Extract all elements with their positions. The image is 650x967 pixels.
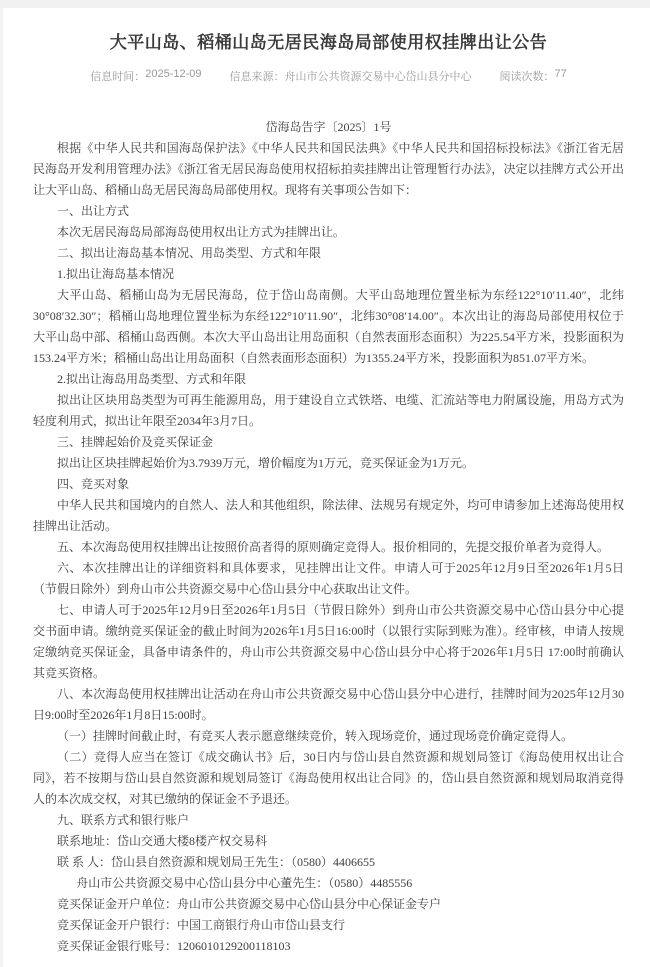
meta-time-label: 信息时间： xyxy=(90,71,146,83)
document-paragraph: 二、拟出让海岛基本情况、用岛类型、方式和年限 xyxy=(57,246,322,260)
document-paragraph: （二）竞得人应当在签订《成交确认书》后，30日内与岱山县自然资源和规划局签订《海岛使用权出让合同》，若不按期与岱山县自然资源和规划局签订《海岛使用权出让合同》的，岱山县自然资源和规划局取消竞得人的本次成交权，对其已缴纳的保证金不予退还。 xyxy=(33,750,624,806)
document-paragraph: 八、本次海岛使用权挂牌出让活动在舟山市公共资源交易中心岱山县分中心进行，挂牌时间为2025年12月30日9:00时至2026年1月8日15:00时。 xyxy=(33,687,624,722)
page-title: 大平山岛、稻桶山岛无居民海岛局部使用权挂牌出让公告 xyxy=(109,33,548,52)
announcement-page xyxy=(0,8,650,967)
meta-source-value: 舟山市公共资源交易中心岱山县分中心 xyxy=(284,71,472,83)
document-paragraph: 九、联系方式和银行账户 xyxy=(57,813,190,827)
meta-views xyxy=(500,68,567,84)
meta-bar xyxy=(33,68,624,84)
document-paragraph: 中华人民共和国境内的自然人、法人和其他组织，除法律、法规另有规定外，均可申请参加上述海岛使用权挂牌出让活动。 xyxy=(33,498,624,533)
meta-views-label: 阅读次数： xyxy=(499,71,555,83)
document-paragraph: 拟出让区块挂牌起始价为3.7939万元，增价幅度为1万元，竞买保证金为1万元。 xyxy=(57,456,475,470)
document-paragraph: 三、挂牌起始价及竞买保证金 xyxy=(57,435,214,449)
meta-views-value: 77 xyxy=(554,68,567,80)
document-paragraph: 舟山市公共资源交易中心岱山县分中心董先生：（0580）4485556 xyxy=(76,876,413,890)
document-paragraph: 联系地址：岱山交通大楼8楼产权交易科 xyxy=(57,834,268,848)
document-body xyxy=(33,138,624,957)
document-paragraph: 本次无居民海岛局部海岛使用权出让方式为挂牌出让。 xyxy=(57,225,346,239)
document-number: 岱海岛告字〔2025〕1号 xyxy=(265,120,392,134)
document-paragraph: 五、本次海岛使用权挂牌出让按照价高者得的原则确定竞得人。报价相同的，先提交报价单者为竞得人。 xyxy=(57,540,610,554)
document-paragraph: 竞买保证金银行账号：1206010129200118103 xyxy=(57,939,291,953)
document-paragraph: 六、本次挂牌出让的详细资料和具体要求，见挂牌出让文件。申请人可于2025年12月9日至2026年1月5日（节假日除外）到舟山市公共资源交易中心岱山县分中心获取出让文件。 xyxy=(33,561,624,596)
document-paragraph: 四、竞买对象 xyxy=(57,477,130,491)
document-paragraph: 竞买保证金开户银行：中国工商银行舟山市岱山县支行 xyxy=(57,918,346,932)
document-paragraph: 根据《中华人民共和国海岛保护法》《中华人民共和国民法典》《中华人民共和国招标投标法》《浙江省无居民海岛开发利用管理办法》《浙江省无居民海岛使用权招标拍卖挂牌出让管理暂行办法》，决定以挂牌方式公开出让大平山岛、稻桶山岛无居民海岛局部使用权。现将有关事项公告如下： xyxy=(33,141,624,197)
document-paragraph: 1.拟出让海岛基本情况 xyxy=(57,267,175,281)
document-paragraph: 一、出让方式 xyxy=(57,204,130,218)
meta-time xyxy=(90,68,201,84)
document-paragraph: 大平山岛、稻桶山岛为无居民海岛，位于岱山岛南侧。大平山岛地理位置坐标为东经122°10′11.40″，北纬30°08′32.30″；稻桶山岛地理位置坐标为东经122°10′11.90″，北纬30°08′14.00″。本次出让的海岛局部使用权位于大平山岛中部、稻桶山岛西侧。本次大平山岛出让用岛面积（自然表面形态面积）为225.54平方米，投影面积为153.24平方米；稻桶山岛出让用岛面积（自然表面形态面积）为1355.24平方米，投影面积为851.07平方米。 xyxy=(33,288,624,365)
meta-source-label: 信息来源： xyxy=(229,71,285,83)
document-paragraph: 2.拟出让海岛用岛类型、方式和年限 xyxy=(57,372,247,386)
document-paragraph: （一）挂牌时间截止时，有竞买人表示愿意继续竞价，转入现场竞价，通过现场竞价确定竞得人。 xyxy=(57,729,574,743)
document-paragraph: 拟出让区块用岛类型为可再生能源用岛，用于建设自立式铁塔、电缆、汇流站等电力附属设施，用岛方式为轻度利用式，拟出让年限至2034年3月7日。 xyxy=(33,393,624,428)
meta-time-value: 2025-12-09 xyxy=(145,68,202,80)
top-strip xyxy=(0,0,650,8)
document-paragraph: 竞买保证金开户单位：舟山市公共资源交易中心岱山县分中心保证金专户 xyxy=(57,897,442,911)
document-paragraph: 七、申请人可于2025年12月9日至2026年1月5日（节假日除外）到舟山市公共资源交易中心岱山县分中心提交书面申请。缴纳竞买保证金的截止时间为2026年1月5日16:00时（以银行实际到账为准）。经审核，申请人按规定缴纳竞买保证金，具备申请条件的，舟山市公共资源交易中心岱山县分中心将于2026年1月5日 17:00时前确认其竞买资格。 xyxy=(33,603,624,680)
meta-source xyxy=(230,68,472,84)
document-paragraph: 联 系 人：岱山县自然资源和规划局王先生：（0580）4406655 xyxy=(57,855,376,869)
